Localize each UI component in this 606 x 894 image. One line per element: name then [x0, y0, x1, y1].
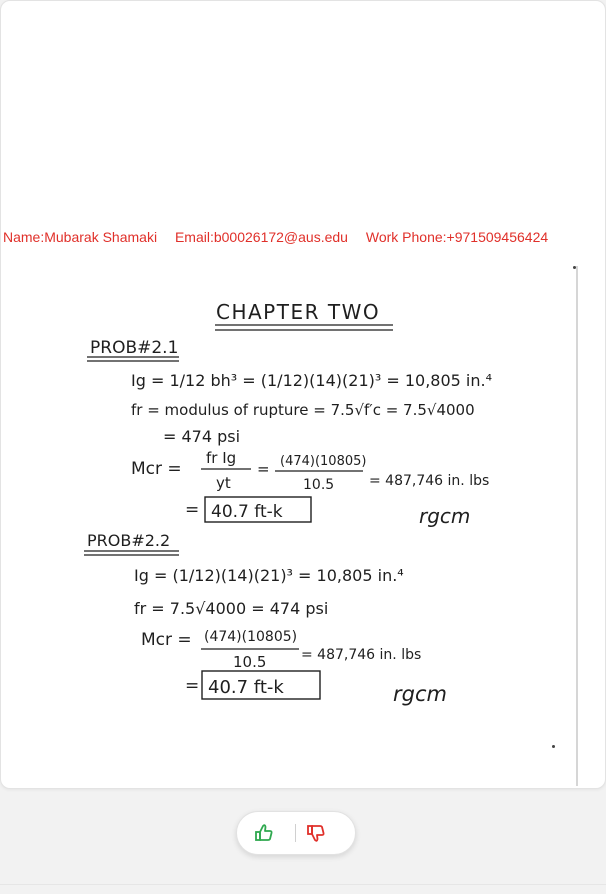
- prob-2-2-frac-num: (474)(10805): [204, 629, 298, 645]
- prob-2-2-mcr-label: Mcr =: [141, 630, 192, 650]
- prob-2-1-ig-line: Ig = 1/12 bh³ = (1/12)(14)(21)³ = 10,805 in.⁴: [131, 371, 493, 390]
- prob-2-1-mcr-label: Mcr =: [131, 459, 182, 479]
- feedback-widget: [236, 811, 356, 855]
- prob-2-1-signature: rgcm: [419, 504, 471, 528]
- footer-divider: [0, 884, 606, 885]
- prob-2-1-frac2-den: 10.5: [303, 477, 335, 493]
- watermark-email: Email:b00026172@aus.edu: [174, 229, 348, 245]
- prob-2-2-ig-line: Ig = (1/12)(14)(21)³ = 10,805 in.⁴: [134, 566, 404, 585]
- prob-2-1-answer: 40.7 ft-k: [211, 502, 283, 522]
- prob-2-2-frac-den: 10.5: [233, 653, 267, 671]
- thumbs-up-button[interactable]: [251, 820, 277, 846]
- prob-2-1-frac1-den: yt: [216, 474, 231, 492]
- equals-sign: =: [185, 676, 200, 696]
- prob-2-2-signature: rgcm: [393, 682, 447, 706]
- prob-2-1-fr-value: = 474 psi: [163, 427, 241, 446]
- equals-sign: =: [257, 460, 270, 478]
- thumbs-down-icon: [303, 820, 329, 846]
- prob-2-2-fr-line: fr = 7.5√4000 = 474 psi: [134, 599, 329, 618]
- handwritten-solution: [1, 1, 605, 788]
- prob-2-1-frac1-num: fr Ig: [206, 449, 237, 467]
- equals-sign: =: [185, 500, 200, 520]
- prob-2-1-frac2-num: (474)(10805): [280, 454, 367, 469]
- prob-2-2-answer: 40.7 ft-k: [208, 677, 284, 698]
- prob-2-1-heading: PROB#2.1: [90, 338, 179, 358]
- watermark-name: Name:Mubarak Shamaki: [3, 229, 158, 245]
- prob-2-2-heading: PROB#2.2: [87, 531, 171, 550]
- prob-2-1-mcr-result: = 487,746 in. lbs: [369, 473, 490, 489]
- thumbs-down-button[interactable]: [303, 820, 329, 846]
- prob-2-2-mcr-result: = 487,746 in. lbs: [301, 647, 422, 663]
- thumbs-up-icon: [251, 820, 277, 846]
- feedback-divider: [295, 824, 296, 842]
- watermark-phone: Work Phone:+971509456424: [365, 229, 549, 245]
- chapter-heading: CHAPTER TWO: [216, 300, 381, 324]
- prob-2-1-fr-line: fr = modulus of rupture = 7.5√f′c = 7.5√4000: [131, 401, 475, 419]
